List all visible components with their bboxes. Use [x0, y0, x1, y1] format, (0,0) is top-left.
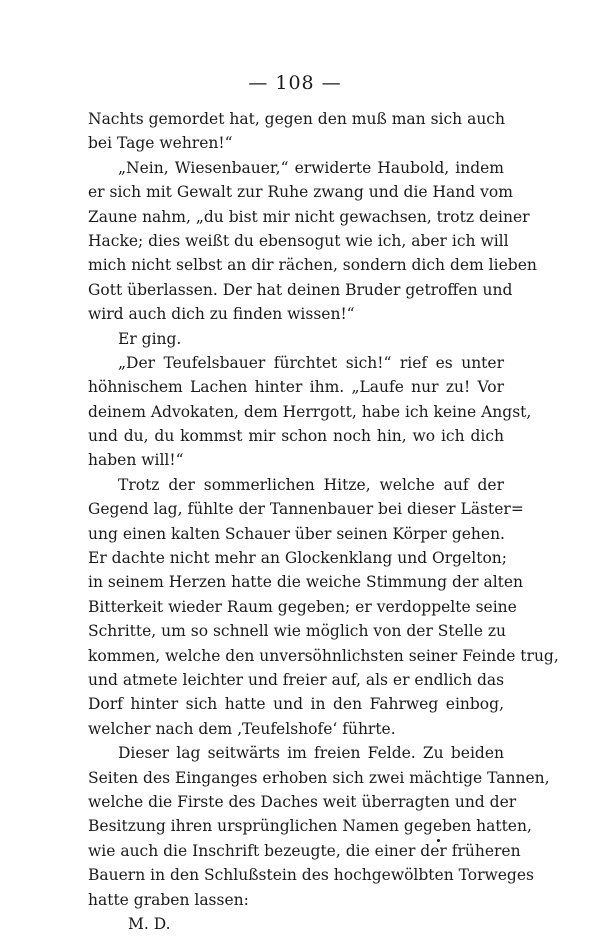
- text-line: und du, du kommst mir schon noch hin, wo ich dich: [88, 427, 504, 446]
- body-text: [88, 107, 559, 936]
- text-line: Bauern in den Schlußstein des hochgewölbten Torweges: [88, 866, 534, 885]
- text-line: Gott überlassen. Der hat deinen Bruder getroffen und: [88, 280, 513, 299]
- text-line: welche die Firste des Daches weit überragten und der: [88, 792, 517, 811]
- text-line: er sich mit Gewalt zur Ruhe zwang und die Hand vom: [88, 183, 513, 202]
- ink-dot-mark: [437, 839, 440, 842]
- text-line: deinem Advokaten, dem Herrgott, habe ich keine Angst,: [88, 402, 532, 421]
- text-line: Trotz der sommerlichen Hitze, welche auf der: [118, 475, 504, 494]
- text-line: bei Tage wehren!“: [88, 134, 233, 153]
- text-line: wird auch dich zu finden wissen!“: [88, 305, 355, 324]
- text-line: hatte graben lassen:: [88, 890, 249, 909]
- text-line: Nachts gemordet hat, gegen den muß man sich auch: [88, 110, 505, 128]
- text-line: Besitzung ihren ursprünglichen Namen gegeben hatten,: [88, 817, 532, 836]
- text-line: ung einen kalten Schauer über seinen Körper gehen.: [88, 524, 505, 543]
- text-line: Er ging.: [118, 329, 182, 348]
- text-line: Bitterkeit wieder Raum gegeben; er verdoppelte seine: [88, 597, 517, 616]
- text-line: Zaune nahm, „du bist mir nicht gewachsen, trotz deiner: [88, 207, 530, 226]
- text-line: kommen, welche den unversöhnlichsten seiner Feinde trug,: [88, 646, 559, 665]
- text-line: in seinem Herzen hatte die weiche Stimmung der alten: [88, 573, 524, 592]
- text-line: Dieser lag seitwärts im freien Felde. Zu beiden: [118, 744, 504, 763]
- text-line: höhnischem Lachen hinter ihm. „Laufe nur zu! Vor: [88, 378, 504, 397]
- text-line: und atmete leichter und freier auf, als er endlich das: [88, 670, 505, 689]
- text-line: Dorf hinter sich hatte und in den Fahrweg einbog,: [88, 695, 504, 714]
- text-line: Gegend lag, fühlte der Tannenbauer bei dieser Läster=: [88, 500, 524, 519]
- text-line: Er dachte nicht mehr an Glockenklang und Orgelton;: [88, 549, 507, 568]
- text-line: Schritte, um so schnell wie möglich von der Stelle zu: [88, 622, 506, 641]
- text-line: haben will!“: [88, 451, 184, 470]
- text-line: mich nicht selbst an dir rächen, sondern dich dem lieben: [88, 256, 537, 275]
- page-number: — 108 —: [248, 72, 342, 94]
- text-line: M. D.: [128, 914, 171, 933]
- text-line: welcher nach dem ‚Teufelshofe‘ führte.: [88, 719, 396, 738]
- text-line: „Der Teufelsbauer fürchtet sich!“ rief es unter: [118, 353, 504, 372]
- text-line: Hacke; dies weißt du ebensogut wie ich, aber ich will: [88, 231, 509, 250]
- text-line: Seiten des Einganges erhoben sich zwei mächtige Tannen,: [88, 768, 550, 787]
- text-line: wie auch die Inschrift bezeugte, die einer der früheren: [88, 841, 521, 860]
- text-line: „Nein, Wiesenbauer,“ erwiderte Haubold, indem: [118, 158, 504, 177]
